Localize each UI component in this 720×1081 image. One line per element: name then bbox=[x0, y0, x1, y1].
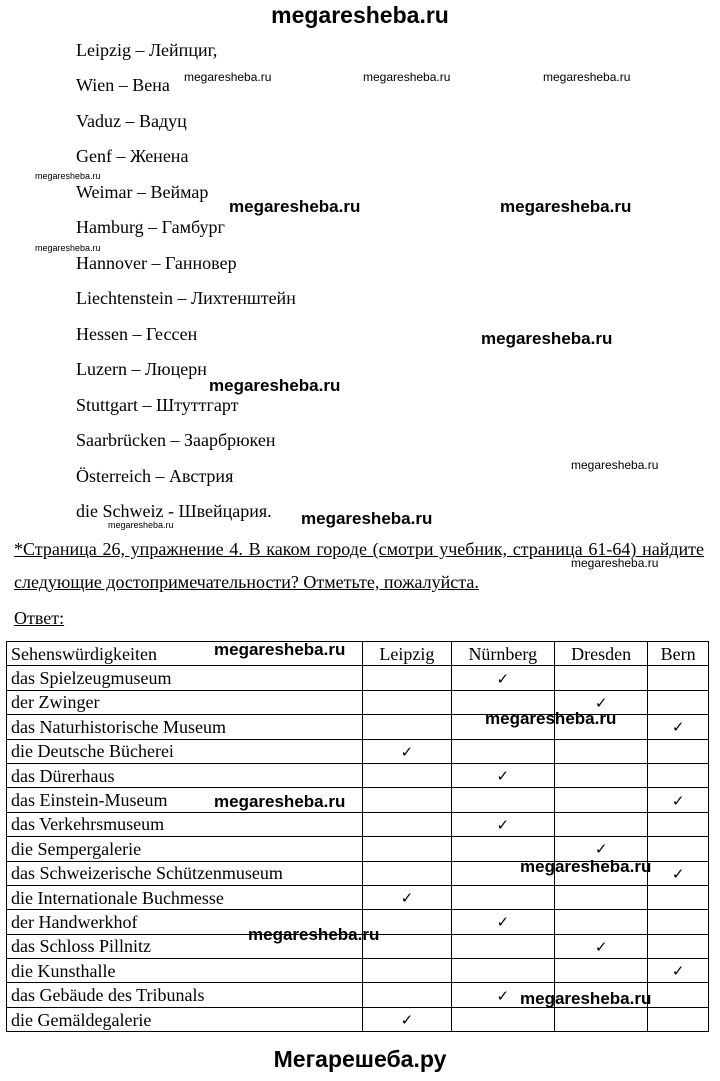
check-cell bbox=[451, 1007, 554, 1031]
check-cell bbox=[648, 715, 709, 739]
check-cell bbox=[554, 812, 647, 836]
sight-name: das Gebäude des Tribunals bbox=[7, 983, 363, 1007]
checkmark-icon: ✓ bbox=[671, 718, 685, 737]
check-cell bbox=[554, 1007, 647, 1031]
sight-name: das Schloss Pillnitz bbox=[7, 934, 363, 958]
watermark: megaresheba.ru bbox=[229, 197, 361, 216]
watermark: megaresheba.ru bbox=[35, 243, 101, 253]
vocab-item: Wien – Вена bbox=[76, 75, 170, 95]
sight-name: das Spielzeugmuseum bbox=[7, 666, 363, 690]
vocab-item: Weimar – Веймар bbox=[76, 182, 209, 202]
table-row bbox=[7, 666, 709, 690]
sight-name: das Verkehrsmuseum bbox=[7, 812, 363, 836]
table-row bbox=[7, 812, 709, 836]
check-cell bbox=[554, 739, 647, 763]
check-cell bbox=[648, 837, 709, 861]
check-cell bbox=[554, 788, 647, 812]
watermark: megaresheba.ru bbox=[543, 70, 631, 84]
header-bern: Bern bbox=[648, 642, 709, 666]
sight-name: das Naturhistorische Museum bbox=[7, 715, 363, 739]
check-cell bbox=[554, 959, 647, 983]
watermark: megaresheba.ru bbox=[248, 925, 380, 944]
check-cell bbox=[363, 885, 451, 909]
sight-name: die Gemäldegalerie bbox=[7, 1007, 363, 1031]
sight-name: die Kunsthalle bbox=[7, 959, 363, 983]
table-row bbox=[7, 1007, 709, 1031]
table-row bbox=[7, 763, 709, 787]
watermark: megaresheba.ru bbox=[301, 509, 433, 528]
sight-name: das Schweizerische Schützenmuseum bbox=[7, 861, 363, 885]
check-cell bbox=[451, 959, 554, 983]
checkmark-icon: ✓ bbox=[594, 693, 608, 712]
vocab-item: Hamburg – Гамбург bbox=[76, 217, 225, 237]
check-cell bbox=[451, 910, 554, 934]
check-cell bbox=[554, 885, 647, 909]
checkmark-icon: ✓ bbox=[594, 840, 608, 859]
sight-name: das Einstein-Museum bbox=[7, 788, 363, 812]
watermark: megaresheba.ru bbox=[108, 520, 174, 530]
footer-title: Мегарешеба.ру bbox=[273, 1046, 447, 1072]
check-cell bbox=[648, 934, 709, 958]
table-row bbox=[7, 788, 709, 812]
check-cell bbox=[363, 788, 451, 812]
check-cell bbox=[648, 885, 709, 909]
watermark: megaresheba.ru bbox=[35, 171, 101, 181]
checkmark-icon: ✓ bbox=[671, 864, 685, 883]
check-cell bbox=[554, 910, 647, 934]
answer-label: Ответ: bbox=[14, 608, 65, 628]
vocab-item: Vaduz – Вадуц bbox=[76, 111, 187, 131]
check-cell bbox=[451, 885, 554, 909]
check-cell bbox=[648, 1007, 709, 1031]
check-cell bbox=[363, 715, 451, 739]
sight-name: das Dürerhaus bbox=[7, 763, 363, 787]
check-cell bbox=[451, 739, 554, 763]
site-title: megaresheba.ru bbox=[271, 2, 449, 28]
watermark: megaresheba.ru bbox=[520, 857, 652, 876]
checkmark-icon: ✓ bbox=[496, 913, 510, 932]
check-cell bbox=[648, 666, 709, 690]
sight-name: die Sempergalerie bbox=[7, 837, 363, 861]
sight-name: die Internationale Buchmesse bbox=[7, 885, 363, 909]
check-cell bbox=[648, 861, 709, 885]
table-row bbox=[7, 959, 709, 983]
check-cell bbox=[363, 983, 451, 1007]
check-cell bbox=[363, 812, 451, 836]
table-row bbox=[7, 739, 709, 763]
checkmark-icon: ✓ bbox=[400, 889, 414, 908]
check-cell bbox=[648, 910, 709, 934]
vocab-item: Luzern – Люцерн bbox=[76, 359, 207, 379]
header-nurnberg: Nürnberg bbox=[451, 642, 554, 666]
header-dresden: Dresden bbox=[554, 642, 647, 666]
check-cell bbox=[451, 666, 554, 690]
check-cell bbox=[363, 763, 451, 787]
watermark: megaresheba.ru bbox=[214, 792, 346, 811]
check-cell bbox=[648, 959, 709, 983]
check-cell bbox=[554, 934, 647, 958]
check-cell bbox=[451, 812, 554, 836]
vocab-item: die Schweiz - Швейцария. bbox=[76, 501, 272, 521]
check-cell bbox=[648, 983, 709, 1007]
check-cell bbox=[451, 763, 554, 787]
watermark: megaresheba.ru bbox=[571, 458, 659, 472]
check-cell bbox=[648, 788, 709, 812]
check-cell bbox=[451, 934, 554, 958]
check-cell bbox=[554, 666, 647, 690]
vocab-item: Österreich – Австрия bbox=[76, 466, 234, 486]
watermark: megaresheba.ru bbox=[481, 329, 613, 348]
header-leipzig: Leipzig bbox=[363, 642, 451, 666]
check-cell bbox=[363, 739, 451, 763]
sights-table bbox=[6, 641, 709, 1032]
checkmark-icon: ✓ bbox=[496, 669, 510, 688]
watermark: megaresheba.ru bbox=[209, 376, 341, 395]
check-cell bbox=[363, 959, 451, 983]
checkmark-icon: ✓ bbox=[496, 767, 510, 786]
table-row bbox=[7, 885, 709, 909]
check-cell bbox=[363, 666, 451, 690]
vocab-item: Genf – Женена bbox=[76, 146, 189, 166]
vocab-item: Liechtenstein – Лихтенштейн bbox=[76, 288, 296, 308]
check-cell bbox=[363, 1007, 451, 1031]
task-text: *Страница 26, упражнение 4. В каком городе (смотри учебник, страница 61-64) найдите следующие достопримечательности? Отметьте, пожалуйста. bbox=[14, 539, 704, 592]
check-cell bbox=[363, 690, 451, 714]
checkmark-icon: ✓ bbox=[671, 962, 685, 981]
vocab-item: Saarbrücken – Заарбрюкен bbox=[76, 430, 276, 450]
checkmark-icon: ✓ bbox=[496, 986, 510, 1005]
watermark: megaresheba.ru bbox=[184, 70, 272, 84]
table-header-row bbox=[7, 642, 709, 666]
check-cell bbox=[363, 837, 451, 861]
check-cell bbox=[554, 763, 647, 787]
watermark: megaresheba.ru bbox=[363, 70, 451, 84]
check-cell bbox=[648, 763, 709, 787]
checkmark-icon: ✓ bbox=[671, 791, 685, 810]
vocab-item: Hessen – Гессен bbox=[76, 324, 198, 344]
check-cell bbox=[648, 690, 709, 714]
sight-name: der Handwerkhof bbox=[7, 910, 363, 934]
check-cell bbox=[363, 861, 451, 885]
watermark: megaresheba.ru bbox=[485, 709, 617, 728]
sight-name: die Deutsche Bücherei bbox=[7, 739, 363, 763]
checkmark-icon: ✓ bbox=[496, 815, 510, 834]
watermark: megaresheba.ru bbox=[520, 989, 652, 1008]
vocab-item: Leipzig – Лейпциг, bbox=[76, 40, 218, 60]
check-cell bbox=[648, 739, 709, 763]
sight-name: der Zwinger bbox=[7, 690, 363, 714]
watermark: megaresheba.ru bbox=[500, 197, 632, 216]
header-sights: Sehenswürdigkeiten bbox=[7, 642, 363, 666]
vocab-item: Stuttgart – Штуттгарт bbox=[76, 395, 239, 415]
check-cell bbox=[451, 788, 554, 812]
watermark: megaresheba.ru bbox=[571, 556, 659, 570]
checkmark-icon: ✓ bbox=[400, 742, 414, 761]
checkmark-icon: ✓ bbox=[594, 937, 608, 956]
vocab-item: Hannover – Ганновер bbox=[76, 253, 237, 273]
check-cell bbox=[648, 812, 709, 836]
checkmark-icon: ✓ bbox=[400, 1011, 414, 1030]
watermark: megaresheba.ru bbox=[214, 640, 346, 659]
